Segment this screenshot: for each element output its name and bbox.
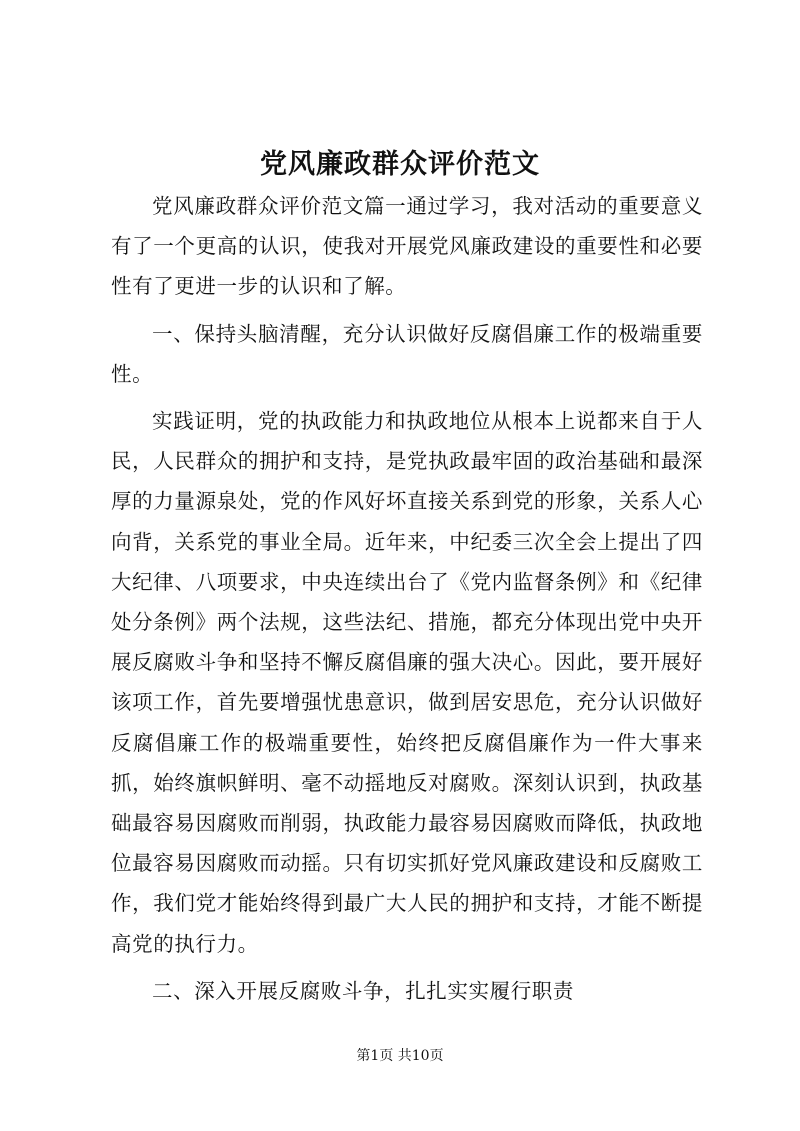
section-heading-2: 二、深入开展反腐败斗争，扎扎实实履行职责 xyxy=(152,978,574,1003)
document-title: 党风廉政群众评价范文 xyxy=(260,149,540,180)
paragraph-intro: 党风廉政群众评价范文篇一通过学习，我对活动的重要意义有了一个更高的认识，使我对开展党风廉政建设的重要性和必要性有了更进一步的认识和了解。 xyxy=(111,194,703,299)
paragraph-practice: 实践证明，党的执政能力和执政地位从根本上说都来自于人民，人民群众的拥护和支持，是党执政最牢固的政治基础和最深厚的力量源泉处，党的作风好坏直接关系到党的形象，关系人心向背，关系党的事业全局。近年来，中纪委三次全会上提出了四大纪律、八项要求，中央连续出台了《党内监督条例》和《纪律处分条例》两个法规，这些法纪、措施，都充分体现出党中央开展反腐败斗争和坚持不懈反腐倡廉的强大决心。因此，要开展好该项工作，首先要增强忧患意识，做到居安思危，充分认识做好反腐倡廉工作的极端重要性，始终把反腐倡廉作为一件大事来抓，始终旗帜鲜明、毫不动摇地反对腐败。深刻认识到，执政基础最容易因腐败而削弱，执政能力最容易因腐败而降低，执政地位最容易因腐败而动摇。只有切实抓好党风廉政建设和反腐败工作，我们党才能始终得到最广大人民的拥护和支持，才能不断提高党的执行力。 xyxy=(111,409,703,956)
page-footer: 第1页 共10页 xyxy=(356,1048,444,1064)
section-heading-1: 一、保持头脑清醒，充分认识做好反腐倡廉工作的极端重要性。 xyxy=(111,321,703,386)
document-body xyxy=(111,186,703,1011)
